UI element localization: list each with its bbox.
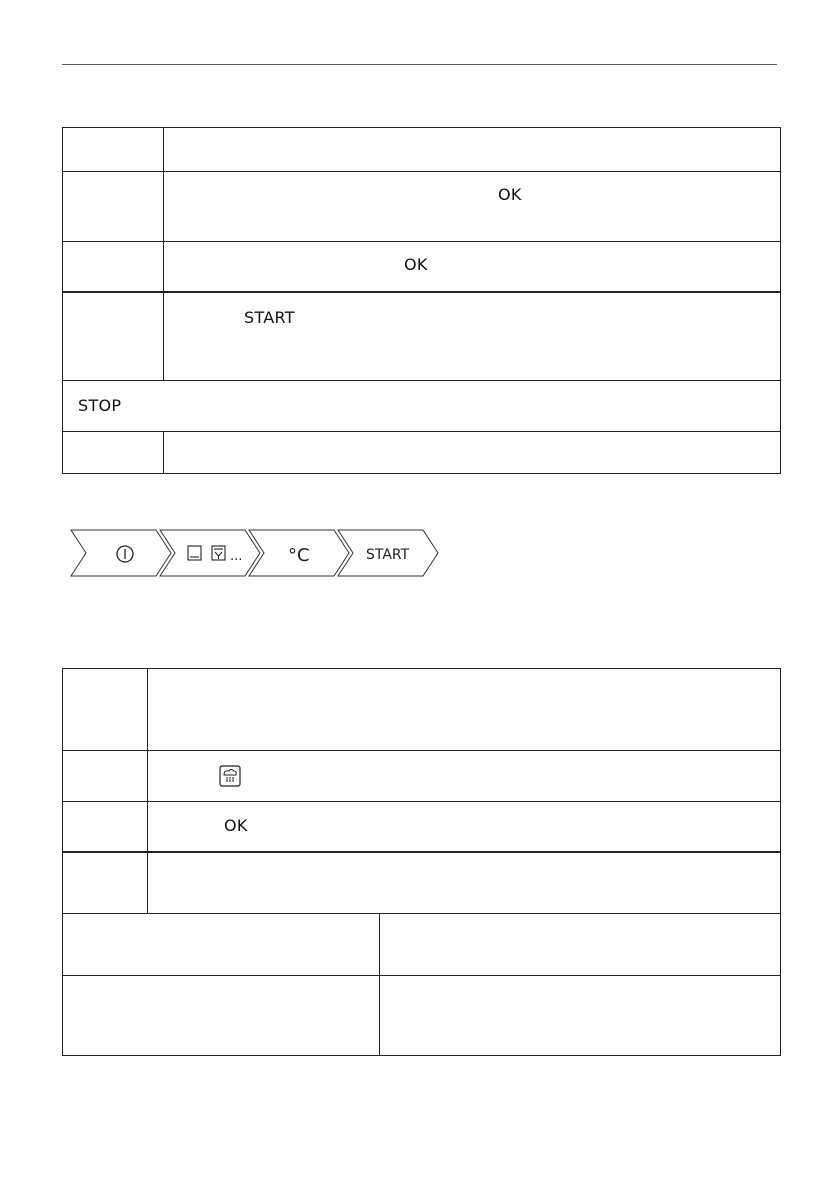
steam-function-icon [219, 765, 241, 787]
table-row [63, 801, 780, 851]
ok-label: OK [404, 255, 428, 274]
table-row [63, 431, 780, 473]
table-row [63, 128, 780, 171]
temperature-icon: °C [288, 545, 310, 566]
step-chevron [71, 530, 171, 576]
start-step-label: START [366, 547, 410, 563]
table-row [63, 171, 780, 241]
table-row [63, 975, 780, 1055]
steps-table-2 [62, 668, 781, 1056]
ok-label: OK [224, 816, 248, 835]
table-row [63, 291, 780, 380]
more-functions-dots: ... [230, 549, 243, 564]
steps-table-1 [62, 127, 781, 474]
table-row [63, 380, 780, 431]
start-label: START [244, 308, 295, 327]
ok-label: OK [498, 185, 522, 204]
step-chevron [160, 530, 260, 576]
table-row [63, 851, 780, 913]
power-icon [117, 546, 133, 562]
operation-sequence [70, 529, 442, 579]
table-row [63, 913, 780, 975]
table-row [63, 241, 780, 291]
table-row [63, 669, 780, 750]
oven-functions-icon [188, 546, 225, 560]
table-row [63, 750, 780, 801]
header-rule [62, 64, 777, 65]
stop-label: STOP [78, 396, 122, 415]
